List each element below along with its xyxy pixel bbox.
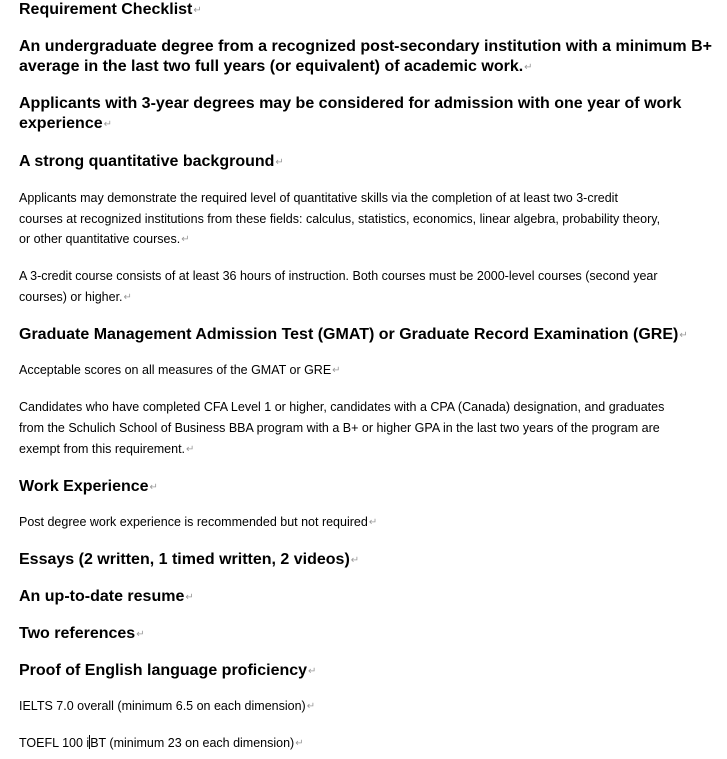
toefl-requirement <box>19 733 304 755</box>
degree-requirement-line-2: average in the last two full years (or equivalent) of academic work. ↵ <box>19 57 533 78</box>
three-year-degree-line-2: experience ↵ <box>19 114 112 135</box>
quantitative-heading: A strong quantitative background ↵ <box>19 152 284 173</box>
essays-heading: Essays (2 written, 1 timed written, 2 videos) ↵ <box>19 550 359 571</box>
test-paragraph-2-line-2: from the Schulich School of Business BBA program with a B+ or higher GPA in the last two years of the program are <box>19 421 660 435</box>
quantitative-paragraph-1-line-2: courses at recognized institutions from these fields: calculus, statistics, economics, linear algebra, probability theory, <box>19 212 661 226</box>
references-heading: Two references ↵ <box>19 624 145 645</box>
english-proficiency-heading: Proof of English language proficiency ↵ <box>19 661 316 682</box>
ielts-requirement: IELTS 7.0 overall (minimum 6.5 on each dimension) ↵ <box>19 696 315 718</box>
toefl-text-after-caret: BT (minimum 23 on each dimension) <box>90 736 295 750</box>
test-paragraph-2-line-3: exempt from this requirement. ↵ <box>19 439 194 461</box>
quantitative-paragraph-1-line-1: Applicants may demonstrate the required level of quantitative skills via the completion of at least two 3-credit <box>19 191 618 205</box>
test-paragraph-1: Acceptable scores on all measures of the GMAT or GRE ↵ <box>19 360 341 382</box>
quantitative-paragraph-2-line-1: A 3-credit course consists of at least 36 hours of instruction. Both courses must be 2000-level courses (second year <box>19 269 658 283</box>
three-year-degree-line-1: Applicants with 3-year degrees may be considered for admission with one year of work <box>19 95 682 112</box>
quantitative-paragraph-1-line-3: or other quantitative courses. ↵ <box>19 229 190 251</box>
toefl-text-before-caret: TOEFL 100 i <box>19 736 90 750</box>
work-experience-heading: Work Experience ↵ <box>19 477 158 498</box>
work-experience-paragraph: Post degree work experience is recommended but not required ↵ <box>19 512 377 534</box>
resume-heading: An up-to-date resume ↵ <box>19 587 194 608</box>
test-paragraph-2-line-1: Candidates who have completed CFA Level 1 or higher, candidates with a CPA (Canada) designation, and graduates <box>19 400 665 414</box>
quantitative-paragraph-2-line-2: courses) or higher. ↵ <box>19 287 132 309</box>
page-title: Requirement Checklist ↵ <box>19 0 202 21</box>
test-heading: Graduate Management Admission Test (GMAT) or Graduate Record Examination (GRE) ↵ <box>19 325 688 346</box>
degree-requirement-line-1: An undergraduate degree from a recognized post-secondary institution with a minimum B+ <box>19 38 712 55</box>
